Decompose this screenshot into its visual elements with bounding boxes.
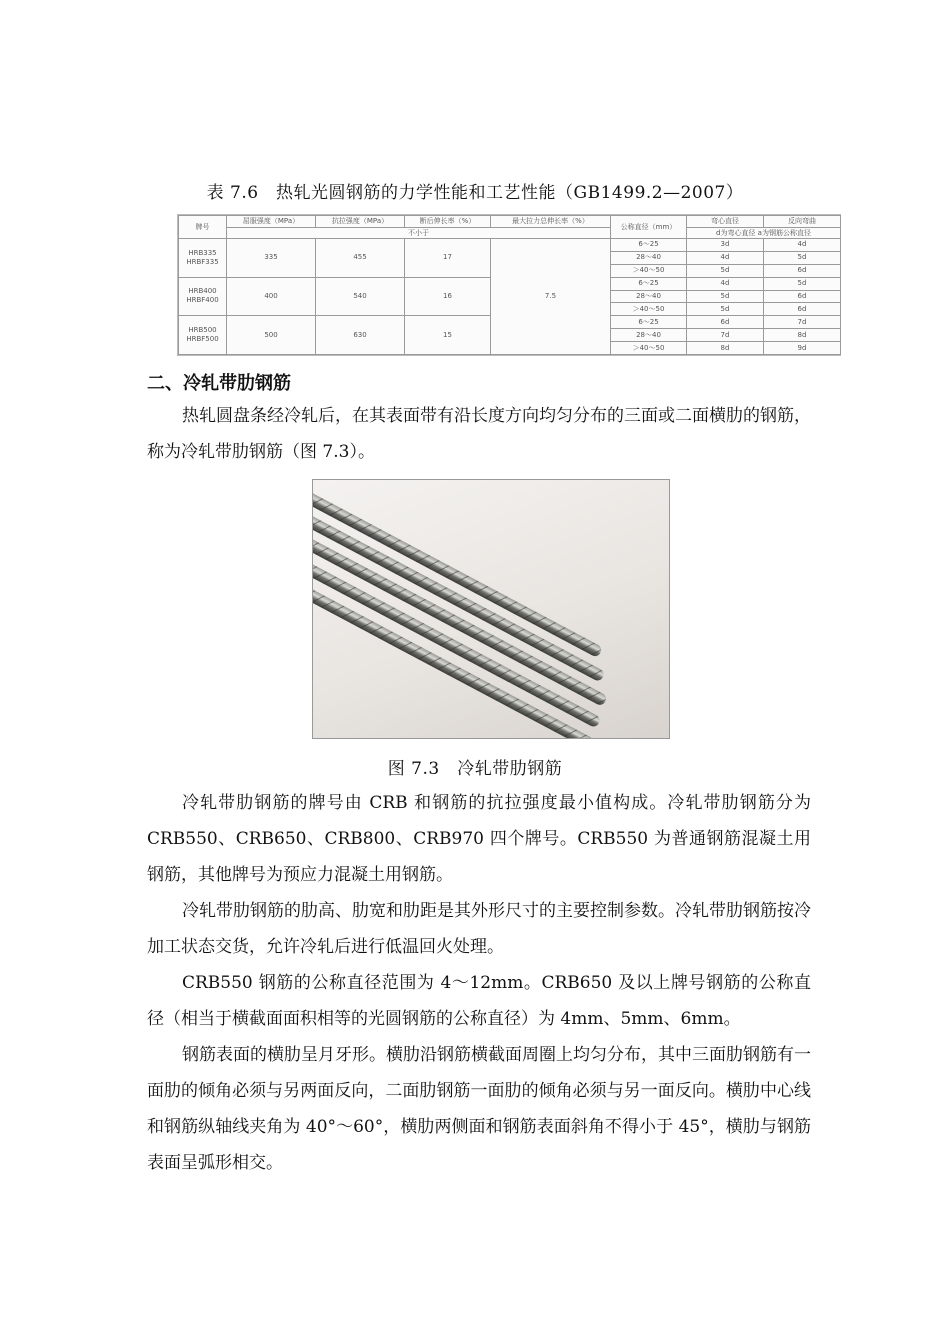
header-min-note: 不小于 [227, 228, 611, 239]
figure-caption: 图 7.3 冷轧带肋钢筋 [387, 759, 563, 779]
tensile-cell: 630 [316, 316, 405, 355]
diameter-cell: 6～25 [611, 239, 687, 252]
yield-cell: 500 [227, 316, 316, 355]
spec-table [177, 214, 841, 356]
rebar-rods [313, 488, 608, 738]
bend-cell: 6d [687, 316, 764, 329]
header-bend: 弯心直径 [687, 216, 764, 228]
paragraph-ribs: 冷轧带肋钢筋的肋高、肋宽和肋距是其外形尺寸的主要控制参数。冷轧带肋钢筋按冷加工状态交货，允许冷轧后进行低温回火处理。 [147, 901, 811, 957]
elongation-cell: 17 [405, 239, 491, 278]
bend-cell: 7d [687, 329, 764, 342]
tensile-cell: 455 [316, 239, 405, 278]
paragraph-grades: 冷轧带肋钢筋的牌号由 CRB 和钢筋的抗拉强度最小值构成。冷轧带肋钢筋分为 CRB550、CRB650、CRB800、CRB970 四个牌号。CRB550 为普通钢筋混凝土用钢筋，其他牌号为预应力混凝土用钢筋。 [147, 793, 811, 885]
diameter-cell: ＞40～50 [611, 342, 687, 355]
section-heading: 二、冷轧带肋钢筋 [147, 373, 291, 394]
header-grade: 牌号 [179, 216, 227, 239]
reverse-bend-cell: 6d [764, 303, 841, 316]
rebar-photo [312, 479, 670, 739]
tensile-cell: 540 [316, 277, 405, 316]
bend-cell: 5d [687, 264, 764, 277]
elongation-cell: 15 [405, 316, 491, 355]
elongation-cell: 16 [405, 277, 491, 316]
bend-cell: 8d [687, 342, 764, 355]
header-elongation: 断后伸长率（%） [405, 216, 491, 228]
yield-cell: 400 [227, 277, 316, 316]
bend-cell: 5d [687, 303, 764, 316]
bend-cell: 4d [687, 251, 764, 264]
paragraph-diameter: CRB550 钢筋的公称直径范围为 4～12mm。CRB650 及以上牌号钢筋的公称直径（相当于横截面面积相等的光圆钢筋的公称直径）为 4mm、5mm、6mm。 [147, 973, 811, 1029]
header-max-force-elongation: 最大拉力总伸长率（%） [491, 216, 611, 228]
diameter-cell: 6～25 [611, 316, 687, 329]
diameter-cell: 28～40 [611, 290, 687, 303]
header-reverse-bend: 反向弯曲 [764, 216, 841, 228]
table-row [179, 239, 841, 252]
grade-cell: HRB335 HRBF335 [179, 239, 227, 278]
reverse-bend-cell: 9d [764, 342, 841, 355]
paragraph-crescent-ribs: 钢筋表面的横肋呈月牙形。横肋沿钢筋横截面周圈上均匀分布，其中三面肋钢筋有一面肋的倾角必须与另两面反向，二面肋钢筋一面肋的倾角必须与另一面反向。横肋中心线和钢筋纵轴线夹角为 40°～60°，横肋两侧面和钢筋表面斜角不得小于 45°，横肋与钢筋表面呈弧形相交。 [147, 1045, 811, 1173]
reverse-bend-cell: 4d [764, 239, 841, 252]
paragraph-intro: 热轧圆盘条经冷轧后，在其表面带有沿长度方向均匀分布的三面或二面横肋的钢筋，称为冷轧带肋钢筋（图 7.3）。 [147, 406, 811, 462]
grade-cell: HRB400 HRBF400 [179, 277, 227, 316]
reverse-bend-cell: 5d [764, 251, 841, 264]
bend-cell: 4d [687, 277, 764, 290]
table-caption: 表 7.6 热轧光圆钢筋的力学性能和工艺性能（GB1499.2—2007） [206, 183, 744, 203]
header-tensile: 抗拉强度（MPa） [316, 216, 405, 228]
reverse-bend-cell: 5d [764, 277, 841, 290]
reverse-bend-cell: 8d [764, 329, 841, 342]
bend-cell: 5d [687, 290, 764, 303]
diameter-cell: 28～40 [611, 251, 687, 264]
grade-cell: HRB500 HRBF500 [179, 316, 227, 355]
reverse-bend-cell: 6d [764, 264, 841, 277]
reverse-bend-cell: 6d [764, 290, 841, 303]
diameter-cell: 6～25 [611, 277, 687, 290]
header-diameter: 公称直径（mm） [611, 216, 687, 239]
header-bend-note: d为弯心直径 a为钢筋公称直径 [687, 228, 841, 239]
yield-cell: 335 [227, 239, 316, 278]
diameter-cell: 28～40 [611, 329, 687, 342]
max-force-elongation-cell: 7.5 [491, 239, 611, 355]
header-yield: 屈服强度（MPa） [227, 216, 316, 228]
diameter-cell: ＞40～50 [611, 264, 687, 277]
reverse-bend-cell: 7d [764, 316, 841, 329]
bend-cell: 3d [687, 239, 764, 252]
diameter-cell: ＞40～50 [611, 303, 687, 316]
